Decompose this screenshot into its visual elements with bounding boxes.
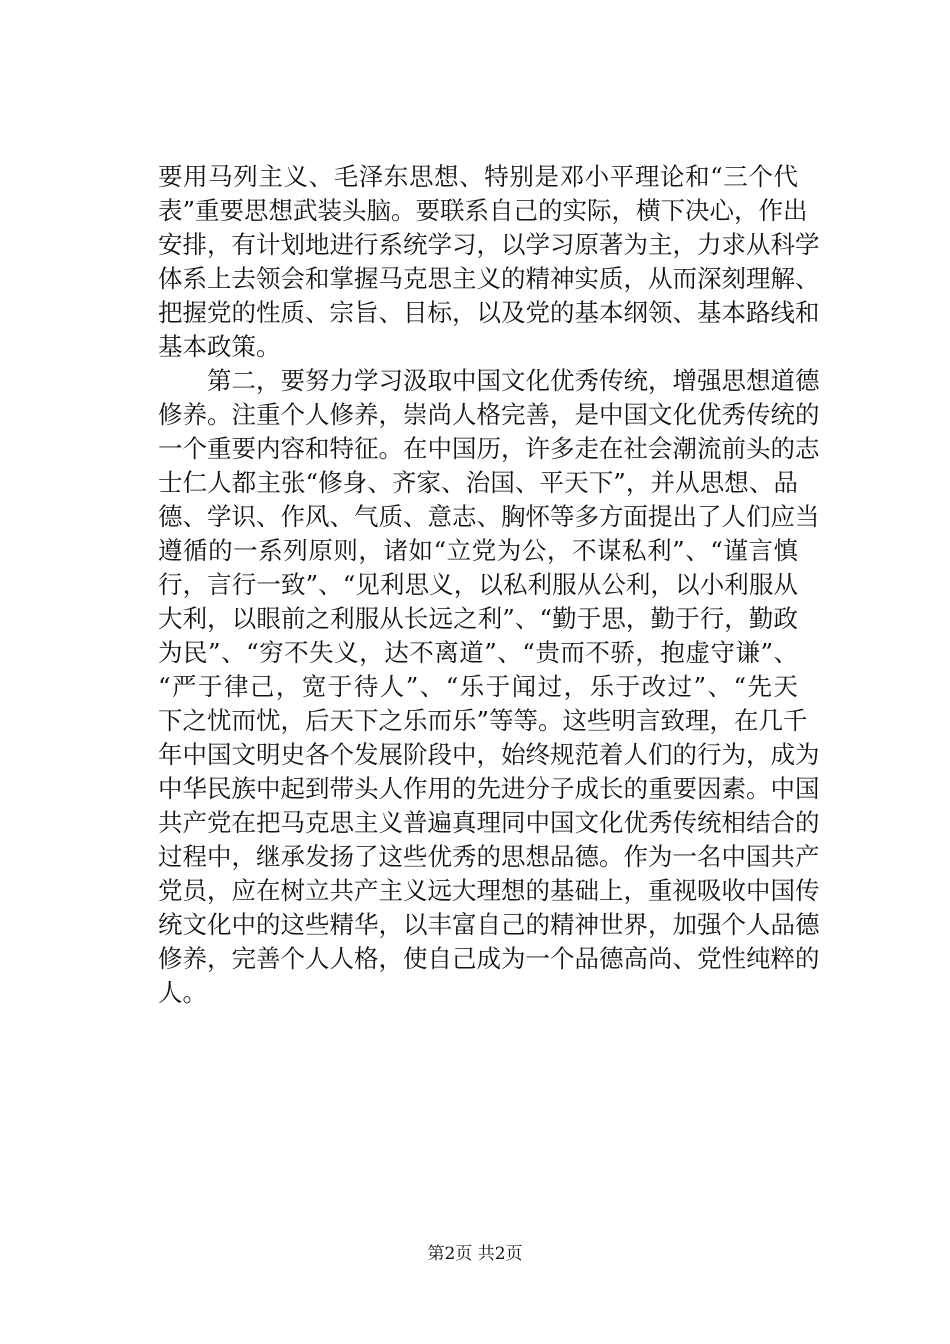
text-line: 第二，要努力学习汲取中国文化优秀传统，增强思想道德 — [158, 366, 820, 395]
text-line: 德、学识、作风、气质、意志、胸怀等多方面提出了人们应当 — [158, 502, 820, 531]
text-line: 把握党的性质、宗旨、目标，以及党的基本纲领、基本路线和 — [158, 298, 820, 327]
text-line: 一个重要内容和特征。在中国历，许多走在社会潮流前头的志 — [158, 434, 820, 463]
page-total: 共2页 — [477, 1244, 523, 1264]
text-line: 中华民族中起到带头人作用的先进分子成长的重要因素。中国 — [158, 774, 820, 803]
text-line: 行，言行一致”、“见利思义，以私利服从公利，以小利服从 — [158, 570, 798, 599]
text-line: 修养。注重个人修养，崇尚人格完善，是中国文化优秀传统的 — [158, 400, 820, 429]
text-line: 基本政策。 — [158, 332, 281, 361]
text-line: 修养，完善个人人格，使自己成为一个品德高尚、党性纯粹的 — [158, 944, 820, 973]
text-line: 大利，以眼前之利服从长远之利”、“勤于思，勤于行，勤政 — [158, 604, 798, 633]
text-line: 要用马列主义、毛泽东思想、特别是邓小平理论和“三个代 — [158, 162, 798, 191]
text-line: “严于律己，宽于待人”、“乐于闻过，乐于改过”、“先天 — [158, 672, 798, 701]
text-line: 安排，有计划地进行系统学习，以学习原著为主，力求从科学 — [158, 230, 820, 259]
text-line: 表”重要思想武装头脑。要联系自己的实际，横下决心，作出 — [158, 196, 808, 225]
text-line: 党员，应在树立共产主义远大理想的基础上，重视吸收中国传 — [158, 876, 820, 905]
text-line: 过程中，继承发扬了这些优秀的思想品德。作为一名中国共产 — [158, 842, 820, 871]
text-line: 士仁人都主张“修身、齐家、治国、平天下”，并从思想、品 — [158, 468, 798, 497]
text-line: 体系上去领会和掌握马克思主义的精神实质，从而深刻理解、 — [158, 264, 820, 293]
body-text — [158, 160, 820, 1010]
page-footer — [0, 1242, 950, 1266]
text-line: 遵循的一系列原则，诸如“立党为公，不谋私利”、“谨言慎 — [158, 536, 798, 565]
text-line: 统文化中的这些精华，以丰富自己的精神世界，加强个人品德 — [158, 910, 820, 939]
text-line: 为民”、“穷不失义，达不离道”、“贵而不骄，抱虚守谦”、 — [158, 638, 798, 667]
text-line: 共产党在把马克思主义普遍真理同中国文化优秀传统相结合的 — [158, 808, 820, 837]
page-number: 第2页 — [427, 1244, 473, 1264]
text-line: 年中国文明史各个发展阶段中，始终规范着人们的行为，成为 — [158, 740, 820, 769]
text-line: 下之忧而忧，后天下之乐而乐”等等。这些明言致理，在几千 — [158, 706, 808, 735]
text-line: 人。 — [158, 978, 207, 1007]
